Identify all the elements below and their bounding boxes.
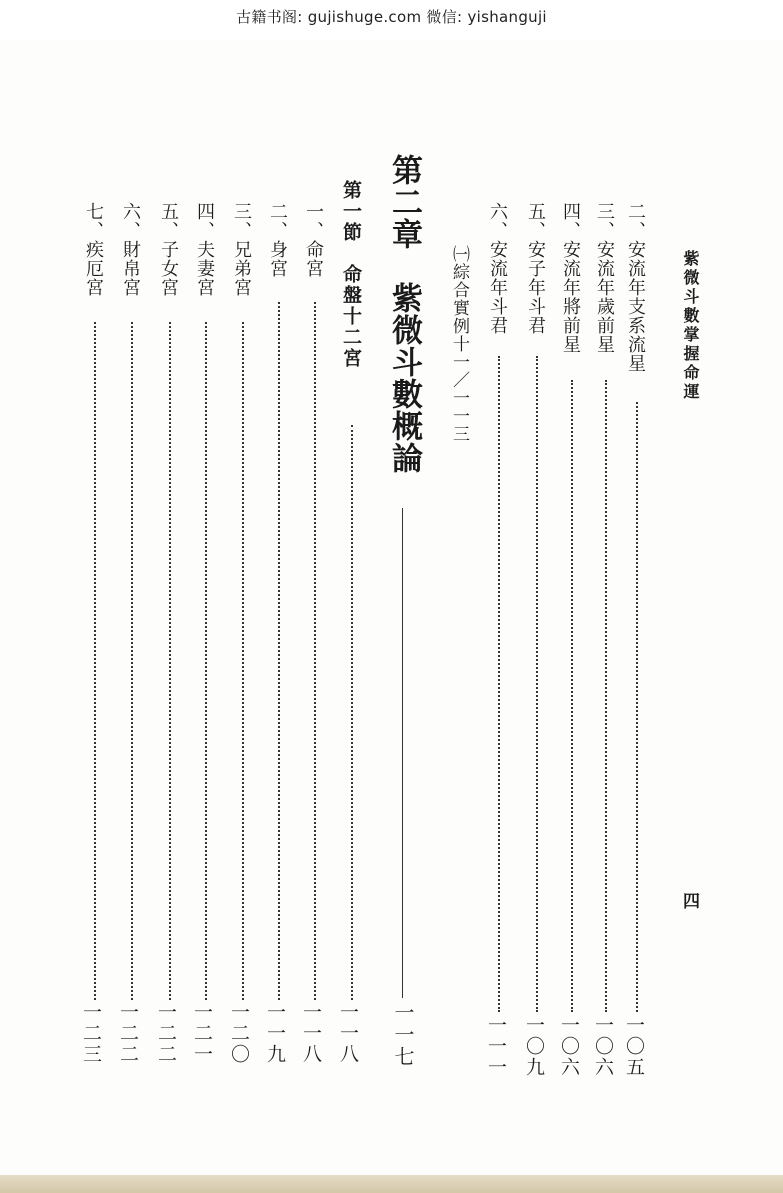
- toc-leader-dots: [351, 425, 353, 1000]
- toc-leader-dots: [636, 402, 638, 1012]
- toc-entry-bottom-7-label: 七、疾厄宮: [83, 202, 104, 297]
- toc-entry-bottom-4-page: 一二一: [191, 1002, 213, 1065]
- toc-entry-top-2-page: 一〇六: [592, 1015, 614, 1078]
- toc-leader-dots: [94, 322, 96, 1000]
- chapter-title: 第二章 紫微斗數概論: [386, 154, 422, 474]
- toc-leader-dots: [169, 322, 171, 1000]
- toc-entry-bottom-5-page: 一二二: [155, 1002, 177, 1065]
- toc-entry-top-3-label: 四、安流年將前星: [560, 202, 581, 354]
- watermark-text: 古籍书阁: gujishuge.com 微信: yishanguji: [236, 8, 547, 26]
- toc-leader-dots: [242, 322, 244, 1000]
- toc-leader-dots: [278, 302, 280, 1000]
- section-title: 第一節 命盤十二宮: [340, 180, 362, 369]
- toc-entry-bottom-2-label: 二、身宮: [267, 202, 288, 278]
- toc-entry-bottom-5-label: 五、子女宮: [158, 202, 179, 297]
- toc-leader-dots: [131, 322, 133, 1000]
- toc-entry-bottom-6-label: 六、財帛宮: [120, 202, 141, 297]
- chapter-rule: [402, 508, 403, 998]
- chapter-page: 一一七: [391, 1002, 415, 1068]
- toc-leader-dots: [205, 322, 207, 1000]
- toc-entry-bottom-4-label: 四、夫妻宮: [194, 202, 215, 297]
- book-page: [0, 40, 783, 1175]
- running-header: 紫微斗數掌握命運: [681, 250, 700, 402]
- example-line: ㈠綜合實例十一／一一三: [449, 245, 469, 443]
- toc-entry-top-4-label: 五、安子年斗君: [525, 202, 546, 335]
- toc-entry-bottom-6-page: 一二二: [117, 1002, 139, 1065]
- page-edge-band: [0, 1175, 783, 1193]
- toc-leader-dots: [571, 380, 573, 1012]
- toc-entry-top-4-page: 一〇九: [523, 1015, 545, 1078]
- toc-entry-top-5-label: 六、安流年斗君: [487, 202, 508, 335]
- toc-entry-top-1-page: 一〇五: [623, 1015, 645, 1078]
- section-page: 一一八: [337, 1002, 359, 1065]
- toc-leader-dots: [498, 356, 500, 1012]
- toc-entry-top-5-page: 一一一: [485, 1015, 507, 1078]
- toc-leader-dots: [605, 380, 607, 1012]
- toc-entry-bottom-1-page: 一一八: [300, 1002, 322, 1065]
- page-number: 四: [679, 892, 699, 909]
- toc-entry-top-1-label: 二、安流年支系流星: [625, 202, 646, 373]
- toc-leader-dots: [536, 356, 538, 1012]
- toc-entry-bottom-3-label: 三、兄弟宮: [231, 202, 252, 297]
- toc-entry-bottom-3-page: 一二〇: [228, 1002, 250, 1065]
- toc-leader-dots: [314, 302, 316, 1000]
- toc-entry-bottom-2-page: 一一九: [264, 1002, 286, 1065]
- toc-entry-bottom-7-page: 一二三: [80, 1002, 102, 1065]
- toc-entry-top-2-label: 三、安流年歲前星: [594, 202, 615, 354]
- toc-entry-bottom-1-label: 一、命宮: [303, 202, 324, 278]
- toc-entry-top-3-page: 一〇六: [558, 1015, 580, 1078]
